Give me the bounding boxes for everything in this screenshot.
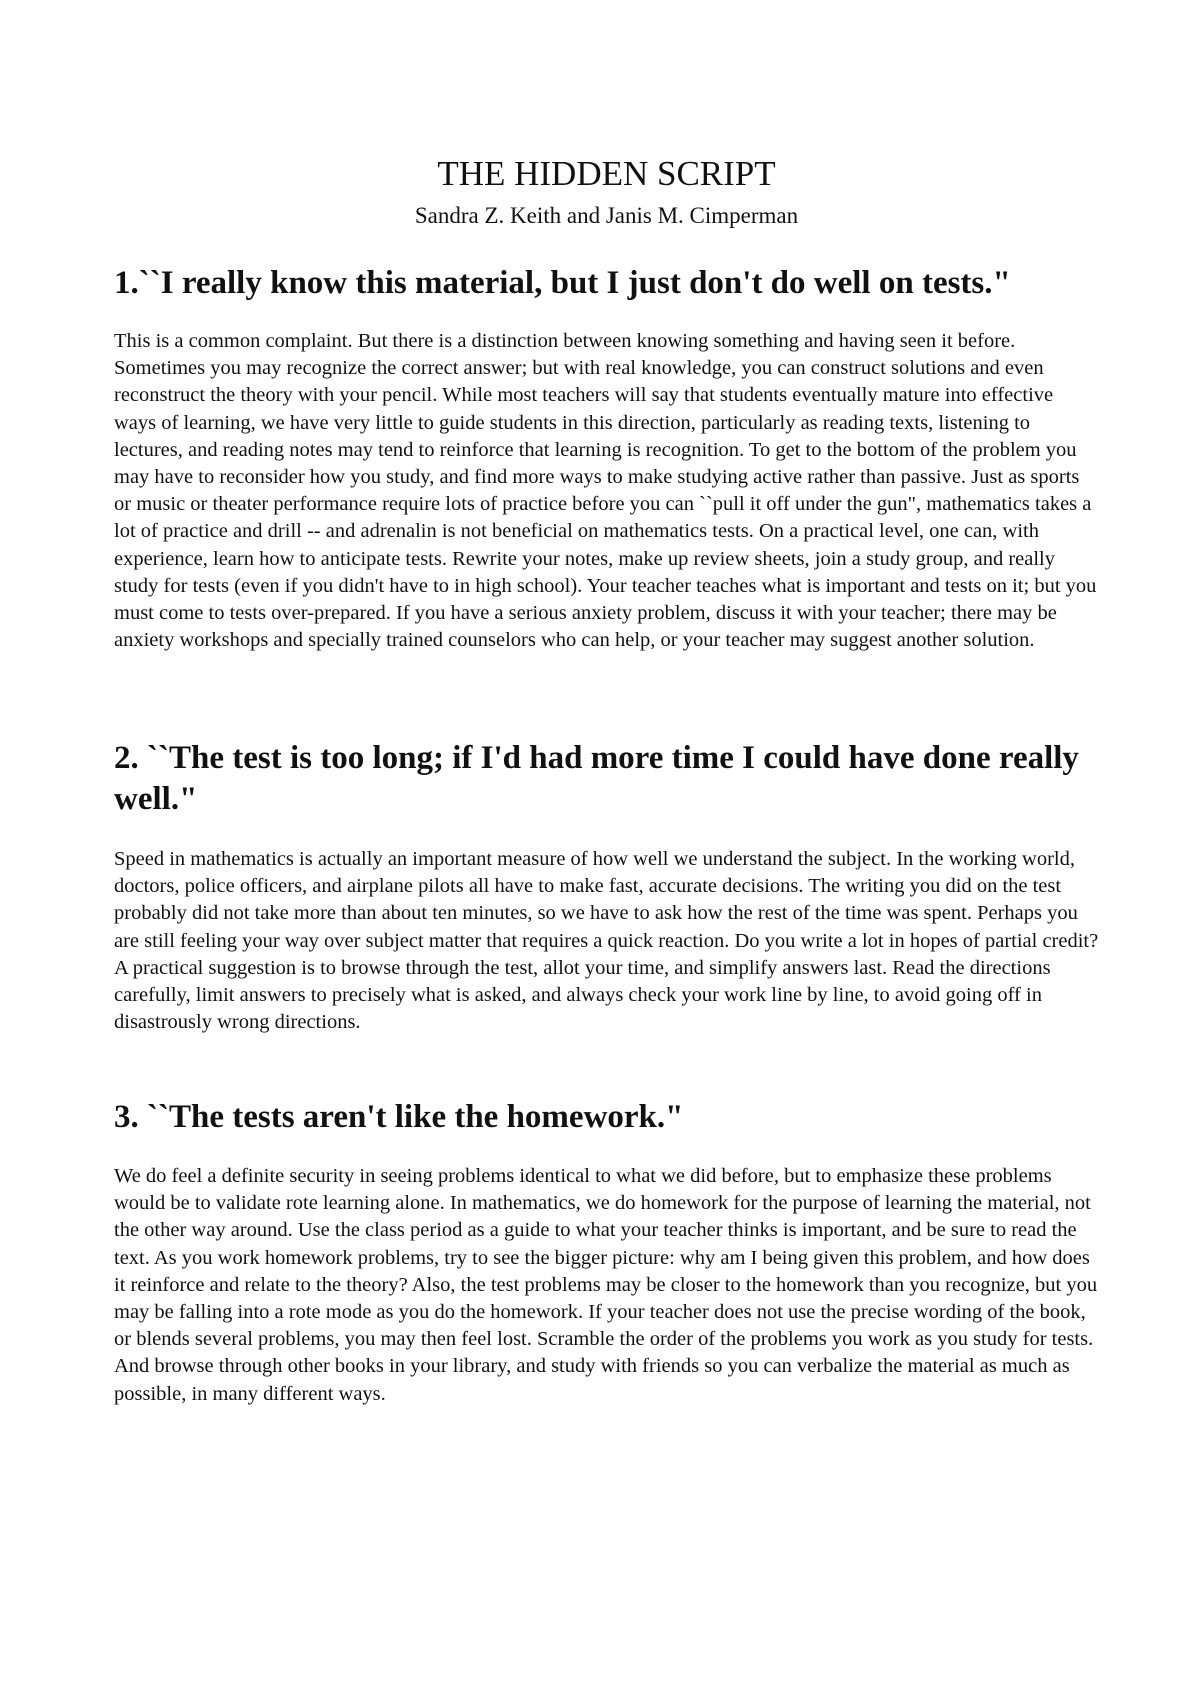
section-heading: 3. ``The tests aren't like the homework." (114, 1099, 684, 1135)
section-heading: 1.``I really know this material, but I just don't do well on tests." (114, 265, 1011, 301)
section-paragraph: Speed in mathematics is actually an important measure of how well we understand the subject. In the working world, doctors, police officers, and airplane pilots all have to make fast, accurate decisions. The writing you did on the test probably did not take more than about ten minutes, so we have to ask how the rest of the time was spent. Perhaps you are still feeling your way over subject matter that requires a quick reaction. Do you write a lot in hopes of partial credit? A practical suggestion is to browse through the test, allot your time, and simplify answers last. Read the directions carefully, limit answers to precisely what is asked, and always check your work line by line, to avoid going off in disastrously wrong directions. (114, 848, 1099, 1034)
document-authors: Sandra Z. Keith and Janis M. Cimperman (414, 203, 799, 228)
document-title: THE HIDDEN SCRIPT (437, 154, 776, 193)
section-heading: 2. ``The test is too long; if I'd had more time I could have done really well." (114, 740, 1079, 817)
section-paragraph: This is a common complaint. But there is a distinction between knowing something and having seen it before. Sometimes you may recognize the correct answer; but with real knowledge, you can construct solutions and even reconstruct the theory with your pencil. While most teachers will say that students eventually mature into effective ways of learning, we have very little to guide students in this direction, particularly as reading texts, listening to lectures, and reading notes may tend to reinforce that learning is recognition. To get to the bottom of the problem you may have to reconsider how you study, and find more ways to make studying active rather than passive. Just as sports or music or theater performance require lots of practice before you can ``pull it off under the gun", mathematics takes a lot of practice and drill -- and adrenalin is not beneficial on mathematics tests. On a practical level, one can, with experience, learn how to anticipate tests. Rewrite your notes, make up review sheets, join a study group, and really study for tests (even if you didn't have to in high school). Your teacher teaches what is important and tests on it; but you must come to tests over-prepared. If you have a serious anxiety problem, discuss it with your teacher; there may be anxiety workshops and specially trained counselors who can help, or your teacher may suggest another solution. (114, 330, 1097, 652)
section-paragraph: We do feel a definite security in seeing problems identical to what we did before, but to emphasize these problems would be to validate rote learning alone. In mathematics, we do homework for the purpose of learning the material, not the other way around. Use the class period as a guide to what your teacher thinks is important, and be sure to read the text. As you work homework problems, try to see the bigger picture: why am I being given this problem, and how does it reinforce and relate to the theory? Also, the test problems may be closer to the homework than you recognize, but you may be falling into a rote mode as you do the homework. If your teacher does not use the precise wording of the book, or blends several problems, you may then feel lost. Scramble the order of the problems you work as you study for tests. And browse through other books in your library, and study with friends so you can verbalize the material as much as possible, in many different ways. (114, 1165, 1098, 1405)
